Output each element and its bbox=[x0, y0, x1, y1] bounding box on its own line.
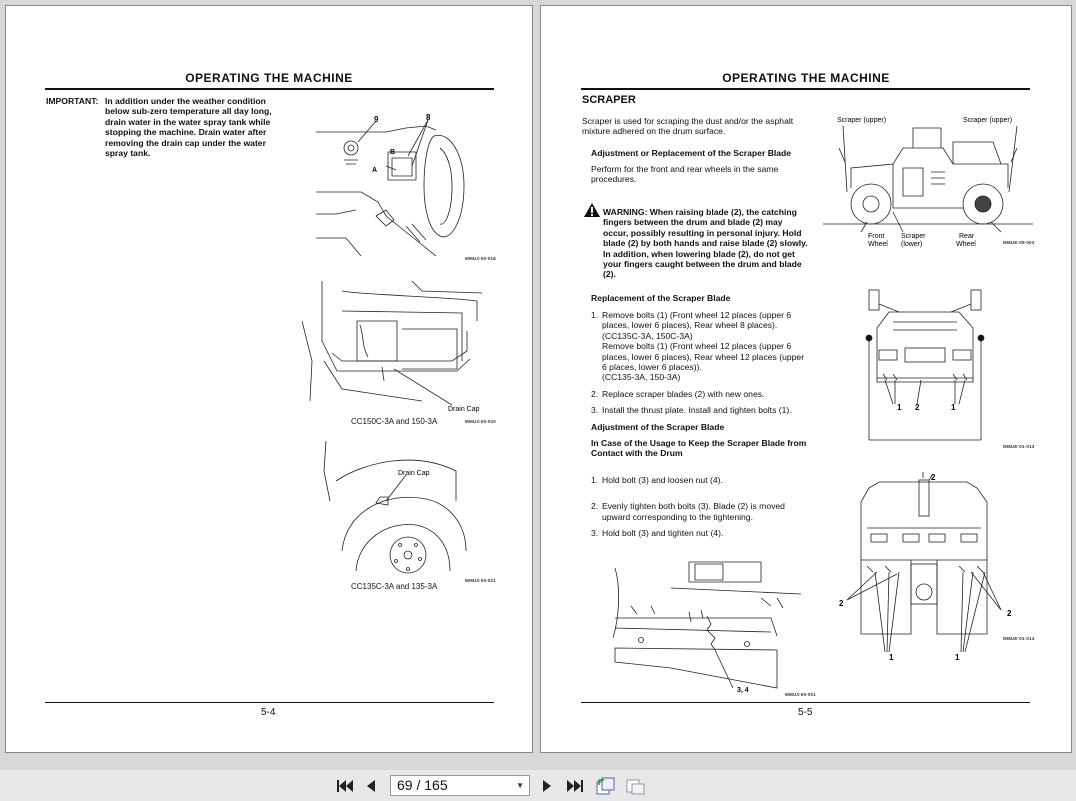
page-header: OPERATING THE MACHINE bbox=[185, 71, 353, 85]
single-page-view-icon bbox=[595, 776, 615, 796]
list-item: 2. Evenly tighten both bolts (3). Blade (2) is moved upward corresponding to the tightening. bbox=[591, 501, 785, 522]
list-item: 2. Replace scraper blades (2) with new ones. bbox=[591, 388, 765, 399]
header-rule bbox=[581, 88, 1030, 90]
callout-1: 1 bbox=[955, 653, 960, 662]
page-number: 5-4 bbox=[261, 707, 276, 718]
figure-code: MMU3-05-020 bbox=[465, 419, 496, 424]
right-page bbox=[540, 5, 1072, 753]
scraper-upper-label: Scraper (upper) bbox=[837, 117, 887, 124]
figure-code: MMU3-05-001 bbox=[785, 692, 816, 697]
page-header: OPERATING THE MACHINE bbox=[722, 71, 890, 85]
callout-9: 9 bbox=[374, 115, 379, 124]
important-label: IMPORTANT: bbox=[46, 96, 99, 106]
scraper-detail-figure bbox=[611, 558, 811, 698]
callout-a: A bbox=[372, 167, 378, 174]
figure-code: MMUE-05-003 bbox=[1003, 240, 1035, 245]
callout-1: 1 bbox=[889, 653, 894, 662]
drain-cap-label: Drain Cap bbox=[448, 406, 480, 413]
prev-page-icon bbox=[365, 778, 377, 794]
first-page-button[interactable] bbox=[334, 776, 356, 796]
two-page-view-button[interactable] bbox=[624, 776, 646, 796]
last-page-button[interactable] bbox=[564, 776, 586, 796]
drain-cap-figure-cc150 bbox=[302, 281, 497, 416]
figure-code: MMU3-05-016 bbox=[465, 256, 496, 261]
figure-code: MMU3-05-021 bbox=[465, 578, 496, 583]
figure-code: MMUE-01-014 bbox=[1003, 636, 1035, 641]
important-note: In addition under the weather condition below sub-zero temperature all day long, drain water in the water spray tank while stopping the machine. Drain water after removing the drain cap under the water spray tank. bbox=[105, 96, 272, 159]
page-number: 5-5 bbox=[798, 707, 813, 718]
first-page-icon bbox=[336, 778, 354, 794]
list-item: 3. Install the thrust plate. Install and tighten bolts (1). bbox=[591, 405, 792, 416]
adjustment-steps bbox=[591, 475, 826, 539]
callout-2: 2 bbox=[1007, 609, 1012, 618]
warning-text: WARNING: When raising blade (2), the catching fingers between the drum and blade (2) may occur, possibly resulting in personal injury. Hold blade (2) by both hands and raise blade (2) slowly. In addition, when lowering blade (2), do not get your fingers caught between the drum and blade (2). bbox=[603, 207, 808, 280]
left-page bbox=[5, 5, 533, 753]
callout-2: 2 bbox=[915, 403, 920, 412]
scraper-upper-label: Scraper (upper) bbox=[963, 117, 1013, 124]
roller-side-view-figure bbox=[823, 108, 1038, 248]
drain-cap-figure-cc135 bbox=[316, 441, 476, 576]
procedure-note: Perform for the front and rear wheels in the same procedures. bbox=[591, 164, 779, 185]
drain-location-figure bbox=[316, 106, 496, 256]
callout-1: 1 bbox=[897, 403, 902, 412]
chevron-down-icon[interactable]: ▼ bbox=[516, 781, 524, 790]
next-page-button[interactable] bbox=[538, 776, 556, 796]
scraper-lower-label: Scraper bbox=[901, 233, 926, 240]
subheading: In Case of the Usage to Keep the Scraper Blade from Contact with the Drum bbox=[591, 438, 807, 459]
callout-b: B bbox=[390, 149, 396, 156]
subheading: Replacement of the Scraper Blade bbox=[591, 293, 731, 303]
footer-rule bbox=[45, 702, 494, 703]
list-item: 3. Hold bolt (3) and tighten nut (4). bbox=[591, 528, 724, 539]
roller-rear-view-figure bbox=[837, 468, 1017, 663]
roller-front-view-figure bbox=[859, 282, 989, 442]
figure-caption: CC150C-3A and 150-3A bbox=[351, 417, 438, 426]
callout-1: 1 bbox=[951, 403, 956, 412]
list-item: 1. Remove bolts (1) (Front wheel 12 places (upper 6 places, lower 6 places), Rear wheel 8 places). (CC135C-3A, 150C-3A) Remove bolts (1) (Front wheel 12 places (upper 6 places, lower 6 places), Rear wheel 12 places (upper 6 places, lower 6 places)). (CC135-3A, 150-3A) bbox=[591, 310, 805, 383]
figure-code: MMUE-01-013 bbox=[1003, 444, 1035, 449]
callout-2: 2 bbox=[839, 599, 844, 608]
subheading: Adjustment of the Scraper Blade bbox=[591, 422, 725, 432]
subheading: Adjustment or Replacement of the Scraper Blade bbox=[591, 148, 792, 158]
pdf-navigation-toolbar bbox=[0, 770, 1076, 801]
next-page-icon bbox=[541, 778, 553, 794]
replacement-steps bbox=[591, 310, 826, 416]
prev-page-button[interactable] bbox=[362, 776, 380, 796]
callout-2: 2 bbox=[931, 473, 936, 482]
two-page-view-icon bbox=[625, 776, 645, 796]
last-page-icon bbox=[566, 778, 584, 794]
front-wheel-label: Wheel bbox=[868, 241, 888, 248]
header-rule bbox=[45, 88, 494, 90]
warning-icon bbox=[583, 202, 601, 218]
callout-8: 8 bbox=[426, 113, 431, 122]
single-page-view-button[interactable] bbox=[594, 776, 616, 796]
scraper-lower-label: (lower) bbox=[901, 241, 923, 248]
intro-text: Scraper is used for scraping the dust and/or the asphalt mixture adhered on the drum surface. bbox=[582, 116, 794, 137]
rear-wheel-label: Rear bbox=[959, 233, 975, 240]
front-wheel-label: Front bbox=[868, 233, 885, 240]
section-title: SCRAPER bbox=[582, 94, 636, 106]
rear-wheel-label: Wheel bbox=[956, 241, 976, 248]
figure-caption: CC135C-3A and 135-3A bbox=[351, 582, 438, 591]
footer-rule bbox=[581, 702, 1030, 703]
list-item: 1. Hold bolt (3) and loosen nut (4). bbox=[591, 475, 723, 485]
callout-3-4: 3, 4 bbox=[737, 687, 749, 694]
page-number-input[interactable]: 69 / 165 ▼ bbox=[390, 775, 530, 796]
drain-cap-label: Drain Cap bbox=[398, 470, 430, 477]
